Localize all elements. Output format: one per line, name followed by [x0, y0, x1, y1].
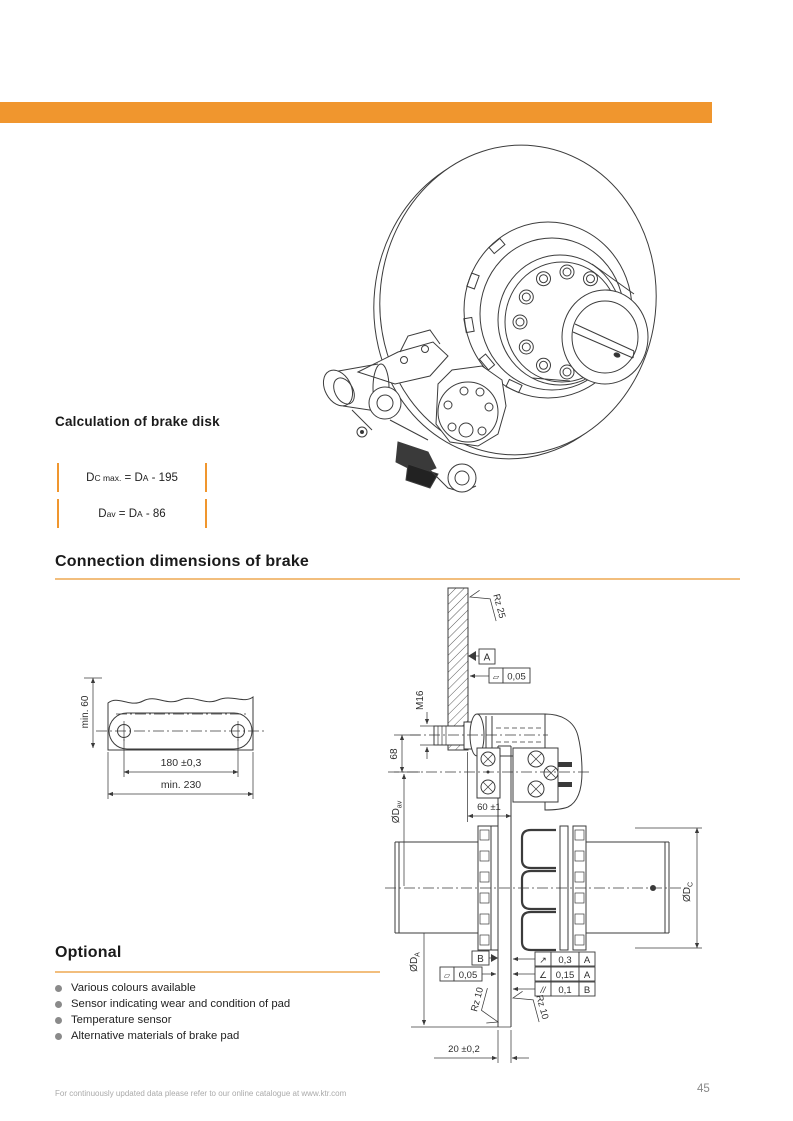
- list-item-label: Various colours available: [71, 982, 196, 994]
- roughness-wall-label: Rz 25: [490, 592, 508, 620]
- parallelism-ref: B: [583, 985, 591, 996]
- optional-list: [55, 980, 290, 1044]
- dim-hole-pitch-label: 180 ±0,3: [160, 757, 202, 769]
- dia-a-sub: A: [414, 952, 422, 957]
- bullet-icon: [55, 1001, 62, 1008]
- tolerance-frame-angularity: [513, 967, 595, 981]
- list-item: [55, 996, 290, 1012]
- dim-dia-av: [391, 774, 404, 886]
- roughness-disk-left-label: Rz 10: [469, 986, 487, 1013]
- header-accent-bar: [0, 102, 712, 123]
- thread-label: M16: [415, 690, 426, 710]
- flatness-disk-callout: [440, 967, 496, 981]
- dia-c-sub: C: [687, 881, 695, 888]
- parallelism-value: 0,1: [558, 985, 572, 996]
- dim-min-height-label: min. 60: [80, 695, 91, 729]
- dia-a-label: [409, 952, 422, 972]
- bullet-icon: [55, 1033, 62, 1040]
- formula-subscript: A: [142, 472, 149, 483]
- calculation-title: Calculation of brake disk: [55, 414, 220, 429]
- formula-subscript: C max.: [94, 472, 122, 483]
- tolerance-frame-runout: [513, 952, 595, 966]
- formula-dc-max: [57, 463, 207, 492]
- list-item: [55, 1012, 290, 1028]
- formula-term: = D: [121, 471, 143, 484]
- roughness-disk-left-symbol: [467, 985, 506, 1026]
- dim-thickness-label: 20 ±0,2: [448, 1044, 480, 1055]
- bullet-icon: [55, 985, 62, 992]
- formula-dav: [57, 499, 207, 528]
- formula-subscript: av: [106, 508, 116, 519]
- optional-rule: [55, 971, 380, 973]
- datum-a-flag: [468, 649, 495, 664]
- formula-term: = D: [115, 507, 138, 520]
- thread-callout: [415, 690, 434, 759]
- dim-thickness: [434, 1030, 529, 1063]
- mounting-plate-top-view: [80, 678, 266, 799]
- list-item: [55, 980, 290, 996]
- roughness-disk-right-label: Rz 10: [533, 993, 551, 1021]
- dia-av-base: ØD: [391, 808, 402, 824]
- caliper-bracket: [477, 748, 500, 798]
- formula-term: D: [98, 507, 107, 520]
- tolerance-frame-parallelism: [513, 982, 595, 996]
- dia-av-sub: av: [396, 800, 404, 809]
- flatness-icon: ▱: [492, 672, 500, 682]
- formula-term: D: [86, 471, 95, 484]
- flatness-icon: ▱: [443, 971, 451, 980]
- angularity-value: 0,15: [555, 970, 575, 981]
- coupling-left-shaft: [395, 842, 478, 933]
- flatness-wall-value: 0,05: [507, 671, 526, 683]
- angularity-icon: ∠: [538, 970, 548, 980]
- coupling-spider: [522, 830, 556, 950]
- connection-title: Connection dimensions of brake: [55, 553, 310, 570]
- datum-a-label: A: [483, 652, 491, 664]
- optional-title: Optional: [55, 944, 122, 961]
- runout-icon: ↗: [539, 955, 547, 965]
- brake-assembly-isometric-drawing: [320, 130, 712, 530]
- formula-subscript: A: [137, 508, 143, 519]
- formula-block: [57, 463, 207, 535]
- coupling-right-shaft: [586, 842, 669, 933]
- dim-min-width-label: min. 230: [160, 779, 202, 791]
- dim-offset: [389, 735, 420, 772]
- datum-b-label: B: [477, 954, 484, 965]
- formula-term: - 86: [142, 507, 166, 520]
- runout-value: 0,3: [558, 955, 572, 966]
- flatness-disk-value: 0,05: [458, 970, 478, 981]
- dia-av-label: [391, 800, 404, 823]
- connection-rule: [55, 578, 740, 580]
- runout-ref: A: [583, 955, 591, 966]
- datum-b-flag: [472, 951, 498, 965]
- page-number: 45: [697, 1083, 710, 1095]
- flatness-wall-callout: [470, 668, 530, 683]
- brake-section-view: [385, 585, 702, 1063]
- parallelism-icon: //: [540, 985, 546, 995]
- dim-offset-label: 68: [389, 748, 400, 760]
- list-item-label: Alternative materials of brake pad: [71, 1030, 240, 1042]
- dia-c-base: ØD: [682, 887, 693, 903]
- bullet-icon: [55, 1017, 62, 1024]
- dim-depth-label: 60 ±1: [477, 802, 501, 813]
- list-item-label: Sensor indicating wear and condition of pad: [71, 998, 291, 1010]
- list-item: [55, 1028, 290, 1044]
- roughness-wall-symbol: [469, 585, 508, 626]
- list-item-label: Temperature sensor: [71, 1014, 172, 1026]
- dia-c-label: [682, 882, 695, 902]
- formula-term: - 195: [148, 471, 178, 484]
- angularity-ref: A: [583, 970, 591, 981]
- footer-note: For continuously updated data please refer to our online catalogue at www.ktr.com: [55, 1089, 347, 1098]
- dia-a-base: ØD: [409, 956, 420, 972]
